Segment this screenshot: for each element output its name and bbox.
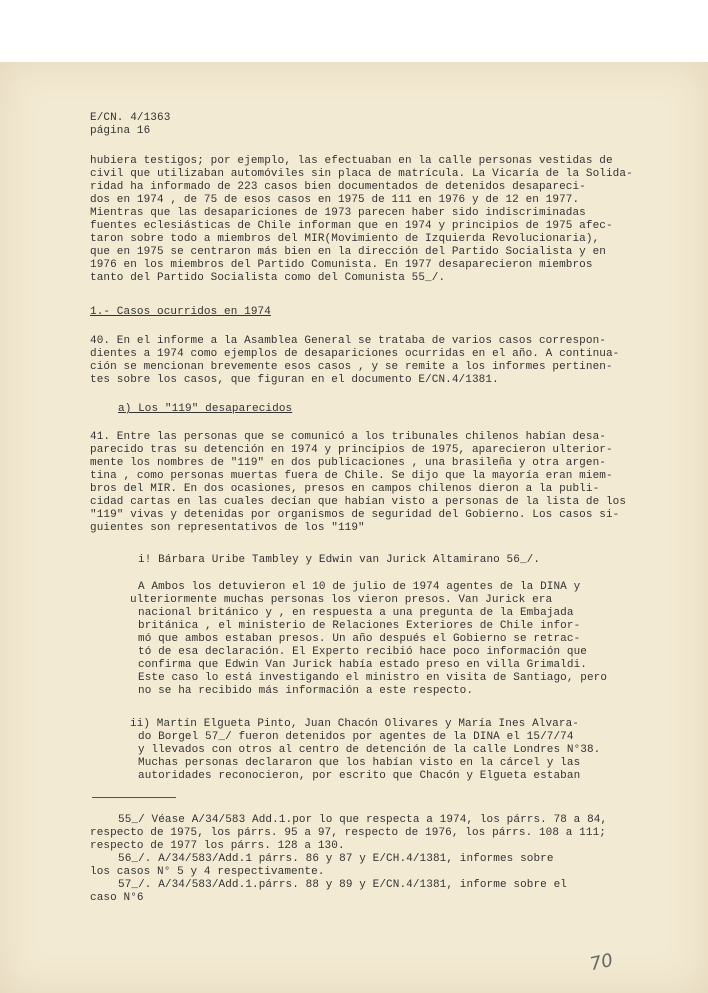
- text-line: dientes a 1974 como ejemplos de desapariciones ocurridas en el año. A continua-: [90, 348, 620, 360]
- footnote-divider: [92, 797, 176, 798]
- footnote-line: caso N°6: [90, 892, 144, 904]
- section-heading-1974: [90, 306, 590, 319]
- text-line: hubiera testigos; por ejemplo, las efectuaban en la calle personas vestidas de: [90, 155, 613, 167]
- text-line: fuentes eclesiásticas de Chile informan que en 1974 y principios de 1975 afec-: [90, 220, 613, 232]
- intro-paragraph: [90, 155, 633, 285]
- text-line: que en 1975 se centraron más bien en la dirección del Partido Socialista y en: [90, 246, 606, 258]
- text-line: tanto del Partido Socialista como del Comunista 55_/.: [90, 272, 446, 284]
- text-line: ulteriormente muchas personas los vieron presos. Van Jurick era: [130, 594, 553, 606]
- text-line: cidad cartas en las cuales decían que habían visto a personas de la lista de los: [90, 496, 627, 508]
- case-ii-block: [90, 718, 601, 783]
- paragraph-40: [90, 335, 620, 387]
- paragraph-41: [90, 431, 627, 535]
- document-symbol: E/CN. 4/1363: [90, 112, 171, 124]
- text-line: no se ha recibido más información a este respecto.: [138, 685, 474, 697]
- text-line: tó de esa declaración. El Experto recibió hace poco información que: [138, 646, 587, 658]
- text-line: dos en 1974 , de 75 de esos casos en 1975 de 111 en 1976 y de 12 en 1977.: [90, 194, 580, 206]
- case-heading-continued: do Borgel 57_/: [138, 731, 232, 743]
- footnote-line: 55_/ Véase A/34/583 Add.1.por lo que respecta a 1974, los párrs. 78 a 84,: [118, 814, 608, 826]
- text-line: 41. Entre las personas que se comunicó a los tribunales chilenos habían desa-: [90, 431, 606, 443]
- text-line: 1976 en los miembros del Partido Comunista. En 1977 desaparecieron miembros: [90, 259, 593, 271]
- footnote-line: 56_/. A/34/583/Add.1 párrs. 86 y 87 y E/CH.4/1381, informes sobre: [118, 853, 554, 865]
- text-line: civil que utilizaban automóviles sin placa de matrícula. La Vicaría de la Solida-: [90, 168, 633, 180]
- text-line: mó que ambos estaban presos. Un año después el Gobierno se retrac-: [138, 633, 581, 645]
- case-heading: ii) Martín Elgueta Pinto, Juan Chacón Olivares y María Ines Alvara-: [130, 718, 579, 730]
- text-line: bros del MIR. En dos ocasiones, presos en campos chilenos dieron a la publi-: [90, 483, 600, 495]
- text-line: confirma que Edwin Van Jurick había estado preso en villa Grimaldi.: [138, 659, 587, 671]
- text-line: guientes son representativos de los "119": [90, 522, 365, 534]
- case-i-heading: [90, 554, 590, 567]
- footnote-line: respecto de 1977 los párrs. 128 a 130.: [90, 840, 345, 852]
- handwritten-page-mark: 70: [588, 949, 615, 976]
- text-line: autoridades reconocieron, por escrito que Chacón y Elgueta estaban: [138, 770, 581, 782]
- text-line: británica , el ministerio de Relaciones Exteriores de Chile infor-: [138, 620, 581, 632]
- text-line: Mientras que las desapariciones de 1973 parecen haber sido indiscriminadas: [90, 207, 586, 219]
- text-line: tina , como personas muertas fuera de Chile. Se dijo que la mayoría eran miem-: [90, 470, 613, 482]
- text-line: mente los nombres de "119" en dos publicaciones , una brasileña y otra argen-: [90, 457, 606, 469]
- text-line: Este caso lo está investigando el ministro en visita de Santiago, pero: [138, 672, 608, 684]
- section-heading: 1.- Casos ocurridos en 1974: [90, 306, 271, 318]
- subsection-heading: a) Los "119" desaparecidos: [118, 403, 293, 415]
- footnote-line: los casos N° 5 y 4 respectivamente.: [90, 866, 325, 878]
- case-heading: i! Bárbara Uribe Tambley y Edwin van Jurick Altamirano 56_/.: [138, 554, 541, 566]
- footnotes: [90, 814, 608, 905]
- text-line: A Ambos los detuvieron el 10 de julio de 1974 agentes de la DINA y: [138, 581, 581, 593]
- text-line: parecido tras su detención en 1974 y principios de 1975, aparecieron ulterior-: [90, 444, 613, 456]
- text-line: 40. En el informe a la Asamblea General se trataba de varios casos correspon-: [90, 335, 606, 347]
- text-line: Muchas personas declararon que los habían visto en la cárcel y las: [138, 757, 581, 769]
- text-line: ridad ha informado de 223 casos bien documentados de detenidos desapareci-: [90, 181, 586, 193]
- case-i-text: [90, 581, 608, 698]
- text-line: y llevados con otros al centro de detención de la calle Londres N°38.: [138, 744, 601, 756]
- subheading-119: [90, 403, 590, 416]
- text-line: fueron detenidos por agentes de la DINA el 15/7/74: [231, 731, 574, 743]
- text-line: taron sobre todo a miembros del MIR(Movimiento de Izquierda Revolucionaria),: [90, 233, 600, 245]
- footnote-line: respecto de 1975, los párrs. 95 a 97, respecto de 1976, los párrs. 108 a 111;: [90, 827, 606, 839]
- text-line: nacional británico y , en respuesta a una pregunta de la Embajada: [138, 607, 574, 619]
- text-line: ción se mencionan brevemente esos casos , y se remite a los informes pertinen-: [90, 361, 613, 373]
- footnote-line: 57_/. A/34/583/Add.1.párrs. 88 y 89 y E/CN.4/1381, informe sobre el: [118, 879, 567, 891]
- text-line: "119" vivas y detenidas por organismos de seguridad del Gobierno. Los casos si-: [90, 509, 620, 521]
- text-line: tes sobre los casos, que figuran en el documento E/CN.4/1381.: [90, 374, 499, 386]
- page-number-label: página 16: [90, 125, 151, 137]
- document-symbol-header: [90, 112, 590, 138]
